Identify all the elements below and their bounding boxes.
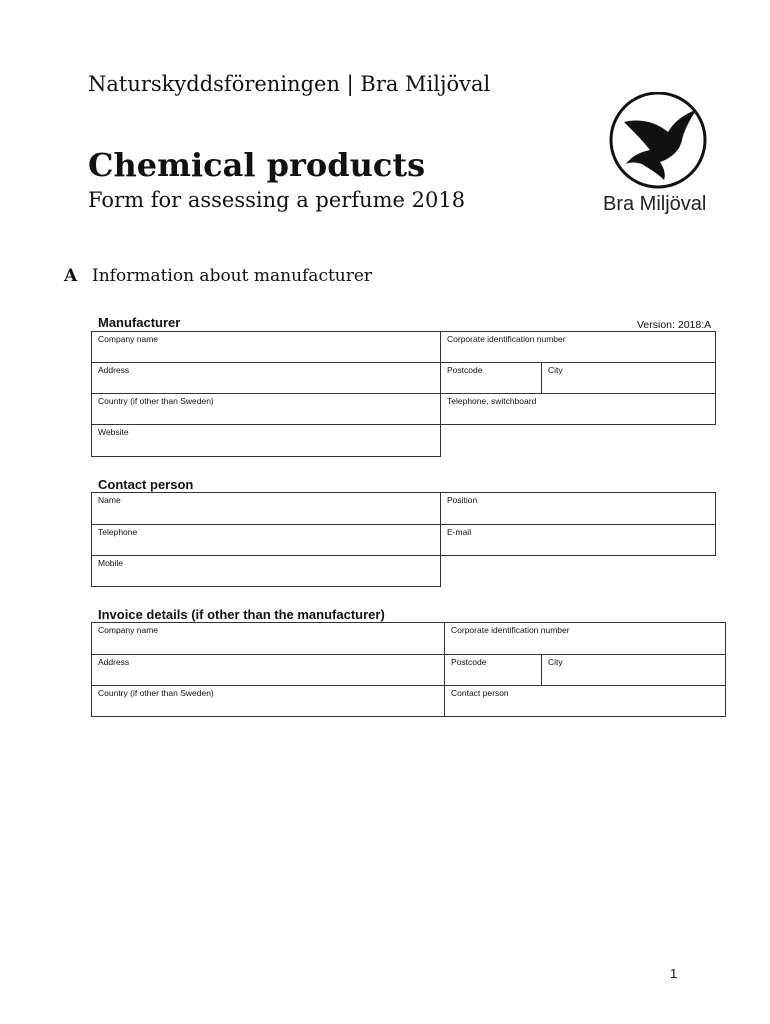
invoice-company-name-field[interactable] bbox=[91, 622, 445, 655]
manufacturer-website-field[interactable] bbox=[91, 424, 441, 457]
logo-wordmark: Bra Miljöval bbox=[603, 193, 707, 215]
field-label: Corporate identification number bbox=[447, 334, 566, 344]
document-title: Chemical products bbox=[88, 146, 426, 184]
invoice-country-field[interactable] bbox=[91, 685, 445, 717]
field-label: Position bbox=[447, 495, 478, 505]
invoice-contact-person-field[interactable] bbox=[444, 685, 726, 717]
manufacturer-company-name-field[interactable] bbox=[91, 331, 441, 363]
manufacturer-country-field[interactable] bbox=[91, 393, 441, 425]
contact-email-field[interactable] bbox=[440, 524, 716, 556]
document-subtitle: Form for assessing a perfume 2018 bbox=[88, 188, 466, 212]
contact-telephone-field[interactable] bbox=[91, 524, 441, 556]
contact-position-field[interactable] bbox=[440, 492, 716, 525]
field-label: Name bbox=[98, 495, 121, 505]
field-label: Country (if other than Sweden) bbox=[98, 688, 214, 698]
field-label: Telephone, switchboard bbox=[447, 396, 537, 406]
field-label: Company name bbox=[98, 334, 159, 344]
contact-person-heading: Contact person bbox=[98, 477, 194, 492]
field-label: Corporate identification number bbox=[451, 625, 570, 635]
invoice-address-field[interactable] bbox=[91, 654, 445, 686]
field-label: Address bbox=[98, 657, 130, 667]
contact-mobile-field[interactable] bbox=[91, 555, 441, 587]
organization-line: Naturskyddsföreningen | Bra Miljöval bbox=[88, 72, 491, 96]
invoice-postcode-field[interactable] bbox=[444, 654, 542, 686]
field-label: City bbox=[548, 365, 563, 375]
field-label: Mobile bbox=[98, 558, 124, 568]
field-label: Postcode bbox=[451, 657, 487, 667]
manufacturer-city-field[interactable] bbox=[541, 362, 716, 394]
manufacturer-address-field[interactable] bbox=[91, 362, 441, 394]
manufacturer-corporate-id-field[interactable] bbox=[440, 331, 716, 363]
swallow-bird-icon bbox=[604, 92, 714, 192]
field-label: City bbox=[548, 657, 563, 667]
version-label: Version: 2018:A bbox=[637, 319, 712, 331]
section-letter: A bbox=[64, 266, 78, 286]
manufacturer-postcode-field[interactable] bbox=[440, 362, 542, 394]
invoice-details-heading: Invoice details (if other than the manufacturer) bbox=[98, 607, 385, 622]
field-label: Company name bbox=[98, 625, 159, 635]
contact-name-field[interactable] bbox=[91, 492, 441, 525]
field-label: Address bbox=[98, 365, 130, 375]
field-label: Telephone bbox=[98, 527, 138, 537]
section-title: Information about manufacturer bbox=[92, 266, 373, 286]
field-label: Website bbox=[98, 427, 129, 437]
field-label: Country (if other than Sweden) bbox=[98, 396, 214, 406]
manufacturer-telephone-field[interactable] bbox=[440, 393, 716, 425]
invoice-corporate-id-field[interactable] bbox=[444, 622, 726, 655]
field-label: Contact person bbox=[451, 688, 509, 698]
field-label: E-mail bbox=[447, 527, 472, 537]
invoice-city-field[interactable] bbox=[541, 654, 726, 686]
field-label: Postcode bbox=[447, 365, 483, 375]
page-number: 1 bbox=[670, 966, 678, 981]
manufacturer-heading: Manufacturer bbox=[98, 315, 181, 330]
